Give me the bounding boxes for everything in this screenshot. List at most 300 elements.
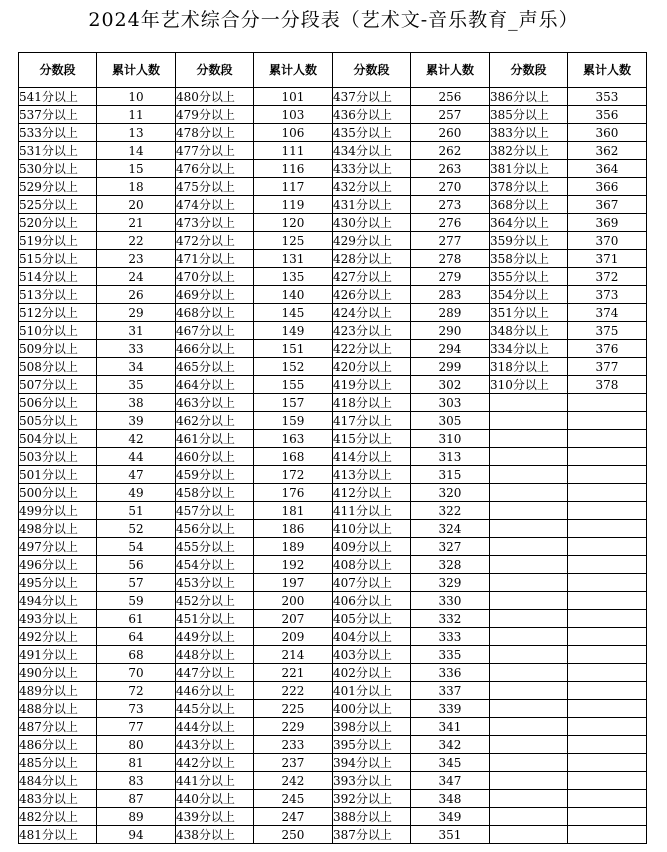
score-range-cell: 392分以上 [332,790,410,808]
cumulative-count-cell: 276 [410,214,489,232]
cumulative-count-cell: 14 [96,142,175,160]
score-range-cell: 478分以上 [175,124,253,142]
score-range-cell: 507分以上 [19,376,97,394]
score-range-cell: 451分以上 [175,610,253,628]
cumulative-count-cell [567,646,646,664]
score-range-cell [489,664,567,682]
table-row [19,124,647,142]
header-score-range: 分数段 [489,53,567,88]
score-range-cell: 408分以上 [332,556,410,574]
cumulative-count-cell: 256 [410,88,489,106]
score-range-cell: 494分以上 [19,592,97,610]
cumulative-count-cell: 320 [410,484,489,502]
cumulative-count-cell: 242 [253,772,332,790]
score-range-cell: 403分以上 [332,646,410,664]
cumulative-count-cell [567,484,646,502]
cumulative-count-cell: 186 [253,520,332,538]
cumulative-count-cell: 214 [253,646,332,664]
cumulative-count-cell: 106 [253,124,332,142]
cumulative-count-cell: 49 [96,484,175,502]
score-range-cell: 520分以上 [19,214,97,232]
score-range-cell: 368分以上 [489,196,567,214]
table-row [19,808,647,826]
table-row [19,268,647,286]
cumulative-count-cell [567,808,646,826]
table-row [19,826,647,844]
score-range-cell: 454分以上 [175,556,253,574]
table-row [19,106,647,124]
cumulative-count-cell: 172 [253,466,332,484]
table-row [19,286,647,304]
cumulative-count-cell [567,448,646,466]
table-row [19,646,647,664]
table-row [19,556,647,574]
score-range-cell: 447分以上 [175,664,253,682]
score-range-cell: 512分以上 [19,304,97,322]
score-range-cell: 519分以上 [19,232,97,250]
score-range-cell: 411分以上 [332,502,410,520]
score-range-cell [489,808,567,826]
score-range-cell [489,610,567,628]
cumulative-count-cell: 322 [410,502,489,520]
cumulative-count-cell [567,466,646,484]
cumulative-count-cell: 225 [253,700,332,718]
score-range-cell: 414分以上 [332,448,410,466]
table-row [19,376,647,394]
score-range-cell [489,682,567,700]
score-range-cell: 490分以上 [19,664,97,682]
table-row [19,160,647,178]
score-range-cell [489,430,567,448]
cumulative-count-cell: 10 [96,88,175,106]
cumulative-count-cell: 35 [96,376,175,394]
cumulative-count-cell: 329 [410,574,489,592]
cumulative-count-cell: 54 [96,538,175,556]
cumulative-count-cell: 335 [410,646,489,664]
score-range-cell: 440分以上 [175,790,253,808]
header-cumulative-count: 累计人数 [96,53,175,88]
score-range-cell: 398分以上 [332,718,410,736]
score-range-cell [489,556,567,574]
score-range-cell: 420分以上 [332,358,410,376]
score-range-cell: 405分以上 [332,610,410,628]
cumulative-count-cell: 56 [96,556,175,574]
cumulative-count-cell: 163 [253,430,332,448]
score-range-cell: 475分以上 [175,178,253,196]
cumulative-count-cell: 376 [567,340,646,358]
score-range-cell: 394分以上 [332,754,410,772]
score-range-cell: 385分以上 [489,106,567,124]
table-row [19,610,647,628]
cumulative-count-cell: 360 [567,124,646,142]
cumulative-count-cell: 13 [96,124,175,142]
cumulative-count-cell: 209 [253,628,332,646]
score-range-cell [489,574,567,592]
score-range-cell: 474分以上 [175,196,253,214]
score-range-cell: 413分以上 [332,466,410,484]
score-range-cell [489,502,567,520]
score-range-cell: 497分以上 [19,538,97,556]
score-range-cell: 387分以上 [332,826,410,844]
score-range-cell: 354分以上 [489,286,567,304]
table-row [19,718,647,736]
score-range-cell [489,448,567,466]
cumulative-count-cell: 159 [253,412,332,430]
score-range-cell: 393分以上 [332,772,410,790]
score-range-cell [489,718,567,736]
cumulative-count-cell: 364 [567,160,646,178]
score-range-cell: 473分以上 [175,214,253,232]
cumulative-count-cell: 302 [410,376,489,394]
table-row [19,628,647,646]
score-range-cell: 427分以上 [332,268,410,286]
score-range-cell: 446分以上 [175,682,253,700]
table-row [19,484,647,502]
cumulative-count-cell [567,736,646,754]
score-range-cell: 334分以上 [489,340,567,358]
cumulative-count-cell: 83 [96,772,175,790]
score-range-cell: 417分以上 [332,412,410,430]
cumulative-count-cell: 366 [567,178,646,196]
cumulative-count-cell: 313 [410,448,489,466]
cumulative-count-cell: 270 [410,178,489,196]
cumulative-count-cell: 260 [410,124,489,142]
score-range-cell [489,628,567,646]
table-row [19,178,647,196]
cumulative-count-cell: 370 [567,232,646,250]
cumulative-count-cell [567,718,646,736]
cumulative-count-cell: 57 [96,574,175,592]
header-cumulative-count: 累计人数 [567,53,646,88]
cumulative-count-cell: 47 [96,466,175,484]
score-range-cell: 382分以上 [489,142,567,160]
score-range-cell: 477分以上 [175,142,253,160]
score-range-cell: 441分以上 [175,772,253,790]
score-range-cell [489,466,567,484]
cumulative-count-cell: 145 [253,304,332,322]
table-row [19,232,647,250]
cumulative-count-cell: 15 [96,160,175,178]
cumulative-count-cell [567,520,646,538]
cumulative-count-cell: 341 [410,718,489,736]
score-range-cell: 438分以上 [175,826,253,844]
table-row [19,412,647,430]
score-range-cell: 355分以上 [489,268,567,286]
cumulative-count-cell: 18 [96,178,175,196]
table-row [19,214,647,232]
cumulative-count-cell: 336 [410,664,489,682]
score-range-cell: 503分以上 [19,448,97,466]
score-range-cell: 496分以上 [19,556,97,574]
cumulative-count-cell: 120 [253,214,332,232]
table-row [19,538,647,556]
score-range-cell: 505分以上 [19,412,97,430]
score-range-cell: 462分以上 [175,412,253,430]
cumulative-count-cell [567,682,646,700]
cumulative-count-cell: 101 [253,88,332,106]
cumulative-count-cell: 345 [410,754,489,772]
score-range-cell: 466分以上 [175,340,253,358]
cumulative-count-cell: 11 [96,106,175,124]
cumulative-count-cell: 367 [567,196,646,214]
table-row [19,700,647,718]
score-range-cell: 318分以上 [489,358,567,376]
table-row [19,736,647,754]
cumulative-count-cell: 262 [410,142,489,160]
cumulative-count-cell: 44 [96,448,175,466]
score-range-cell: 461分以上 [175,430,253,448]
cumulative-count-cell: 152 [253,358,332,376]
cumulative-count-cell: 157 [253,394,332,412]
cumulative-count-cell: 29 [96,304,175,322]
score-range-cell: 476分以上 [175,160,253,178]
cumulative-count-cell [567,574,646,592]
cumulative-count-cell: 257 [410,106,489,124]
cumulative-count-cell [567,790,646,808]
score-range-cell [489,790,567,808]
score-range-cell [489,700,567,718]
score-range-cell: 430分以上 [332,214,410,232]
header-row [19,53,647,88]
score-range-cell: 470分以上 [175,268,253,286]
score-range-cell [489,520,567,538]
cumulative-count-cell: 247 [253,808,332,826]
header-cumulative-count: 累计人数 [410,53,489,88]
table-row [19,790,647,808]
table-row [19,682,647,700]
cumulative-count-cell: 155 [253,376,332,394]
score-range-cell: 498分以上 [19,520,97,538]
cumulative-count-cell: 353 [567,88,646,106]
cumulative-count-cell: 26 [96,286,175,304]
cumulative-count-cell: 229 [253,718,332,736]
table-row [19,574,647,592]
cumulative-count-cell: 181 [253,502,332,520]
cumulative-count-cell: 20 [96,196,175,214]
table-row [19,340,647,358]
table-row [19,520,647,538]
table-row [19,394,647,412]
score-range-cell: 401分以上 [332,682,410,700]
cumulative-count-cell: 21 [96,214,175,232]
score-range-cell: 467分以上 [175,322,253,340]
score-range-cell: 483分以上 [19,790,97,808]
score-range-cell: 468分以上 [175,304,253,322]
cumulative-count-cell: 279 [410,268,489,286]
cumulative-count-cell: 263 [410,160,489,178]
score-range-cell: 404分以上 [332,628,410,646]
page-title: 2024年艺术综合分一分段表（艺术文-音乐教育_声乐） [88,9,579,31]
cumulative-count-cell: 250 [253,826,332,844]
score-range-cell: 485分以上 [19,754,97,772]
cumulative-count-cell [567,592,646,610]
cumulative-count-cell: 52 [96,520,175,538]
cumulative-count-cell: 221 [253,664,332,682]
score-range-cell: 463分以上 [175,394,253,412]
cumulative-count-cell: 207 [253,610,332,628]
score-range-cell: 484分以上 [19,772,97,790]
cumulative-count-cell: 176 [253,484,332,502]
cumulative-count-cell: 349 [410,808,489,826]
header-score-range: 分数段 [175,53,253,88]
score-range-cell: 439分以上 [175,808,253,826]
score-range-cell: 436分以上 [332,106,410,124]
score-range-cell: 364分以上 [489,214,567,232]
table-row [19,358,647,376]
cumulative-count-cell: 377 [567,358,646,376]
cumulative-count-cell: 23 [96,250,175,268]
score-range-cell [489,484,567,502]
score-range-cell [489,538,567,556]
cumulative-count-cell: 356 [567,106,646,124]
cumulative-count-cell: 22 [96,232,175,250]
score-range-cell: 431分以上 [332,196,410,214]
score-range-cell: 442分以上 [175,754,253,772]
cumulative-count-cell: 59 [96,592,175,610]
cumulative-count-cell: 222 [253,682,332,700]
cumulative-count-cell: 103 [253,106,332,124]
cumulative-count-cell: 351 [410,826,489,844]
score-range-cell: 514分以上 [19,268,97,286]
table-row [19,322,647,340]
score-range-cell: 395分以上 [332,736,410,754]
score-range-cell: 541分以上 [19,88,97,106]
score-range-cell [489,772,567,790]
cumulative-count-cell: 342 [410,736,489,754]
cumulative-count-cell: 116 [253,160,332,178]
score-range-cell: 491分以上 [19,646,97,664]
score-range-cell: 460分以上 [175,448,253,466]
score-range-cell: 459分以上 [175,466,253,484]
score-range-cell: 479分以上 [175,106,253,124]
cumulative-count-cell: 339 [410,700,489,718]
cumulative-count-cell [567,700,646,718]
score-range-cell: 493分以上 [19,610,97,628]
score-range-cell: 407分以上 [332,574,410,592]
cumulative-count-cell: 24 [96,268,175,286]
cumulative-count-cell: 278 [410,250,489,268]
score-range-cell [489,592,567,610]
score-range-cell: 381分以上 [489,160,567,178]
score-range-cell: 506分以上 [19,394,97,412]
cumulative-count-cell: 315 [410,466,489,484]
score-range-cell: 513分以上 [19,286,97,304]
score-range-cell: 530分以上 [19,160,97,178]
cumulative-count-cell: 374 [567,304,646,322]
cumulative-count-cell: 61 [96,610,175,628]
score-range-cell: 452分以上 [175,592,253,610]
cumulative-count-cell: 245 [253,790,332,808]
cumulative-count-cell: 378 [567,376,646,394]
cumulative-count-cell: 303 [410,394,489,412]
cumulative-count-cell: 237 [253,754,332,772]
cumulative-count-cell: 89 [96,808,175,826]
score-range-cell: 453分以上 [175,574,253,592]
cumulative-count-cell: 294 [410,340,489,358]
score-range-cell [489,736,567,754]
cumulative-count-cell: 375 [567,322,646,340]
score-range-cell: 455分以上 [175,538,253,556]
cumulative-count-cell: 233 [253,736,332,754]
cumulative-count-cell: 34 [96,358,175,376]
cumulative-count-cell: 371 [567,250,646,268]
cumulative-count-cell: 373 [567,286,646,304]
score-range-cell: 386分以上 [489,88,567,106]
cumulative-count-cell: 328 [410,556,489,574]
score-range-cell: 412分以上 [332,484,410,502]
cumulative-count-cell [567,664,646,682]
score-range-cell: 448分以上 [175,646,253,664]
cumulative-count-cell: 80 [96,736,175,754]
score-range-cell: 402分以上 [332,664,410,682]
score-range-cell: 429分以上 [332,232,410,250]
cumulative-count-cell: 39 [96,412,175,430]
cumulative-count-cell: 149 [253,322,332,340]
score-range-cell: 472分以上 [175,232,253,250]
cumulative-count-cell: 119 [253,196,332,214]
score-range-cell: 469分以上 [175,286,253,304]
cumulative-count-cell: 362 [567,142,646,160]
score-range-cell: 515分以上 [19,250,97,268]
score-range-cell: 422分以上 [332,340,410,358]
score-range-cell: 525分以上 [19,196,97,214]
score-range-cell: 481分以上 [19,826,97,844]
cumulative-count-cell: 87 [96,790,175,808]
score-range-cell: 424分以上 [332,304,410,322]
score-range-cell [489,826,567,844]
table-row [19,754,647,772]
cumulative-count-cell [567,610,646,628]
cumulative-count-cell: 347 [410,772,489,790]
score-range-cell: 358分以上 [489,250,567,268]
cumulative-count-cell: 73 [96,700,175,718]
score-range-cell: 435分以上 [332,124,410,142]
cumulative-count-cell: 369 [567,214,646,232]
cumulative-count-cell: 94 [96,826,175,844]
score-range-cell: 499分以上 [19,502,97,520]
cumulative-count-cell: 117 [253,178,332,196]
score-range-cell: 418分以上 [332,394,410,412]
cumulative-count-cell: 289 [410,304,489,322]
table-row [19,142,647,160]
score-range-cell: 531分以上 [19,142,97,160]
table-row [19,448,647,466]
cumulative-count-cell: 135 [253,268,332,286]
score-range-cell: 457分以上 [175,502,253,520]
score-range-cell: 464分以上 [175,376,253,394]
cumulative-count-cell: 42 [96,430,175,448]
cumulative-count-cell [567,502,646,520]
score-range-cell: 486分以上 [19,736,97,754]
cumulative-count-cell: 310 [410,430,489,448]
cumulative-count-cell: 33 [96,340,175,358]
score-range-cell: 406分以上 [332,592,410,610]
table-row [19,88,647,106]
cumulative-count-cell [567,538,646,556]
score-range-cell: 428分以上 [332,250,410,268]
score-range-cell: 495分以上 [19,574,97,592]
score-range-cell: 510分以上 [19,322,97,340]
cumulative-count-cell: 333 [410,628,489,646]
cumulative-count-cell: 31 [96,322,175,340]
cumulative-count-cell: 125 [253,232,332,250]
score-range-cell: 351分以上 [489,304,567,322]
score-range-cell: 537分以上 [19,106,97,124]
score-range-cell: 434分以上 [332,142,410,160]
cumulative-count-cell: 277 [410,232,489,250]
cumulative-count-cell [567,430,646,448]
cumulative-count-cell: 273 [410,196,489,214]
